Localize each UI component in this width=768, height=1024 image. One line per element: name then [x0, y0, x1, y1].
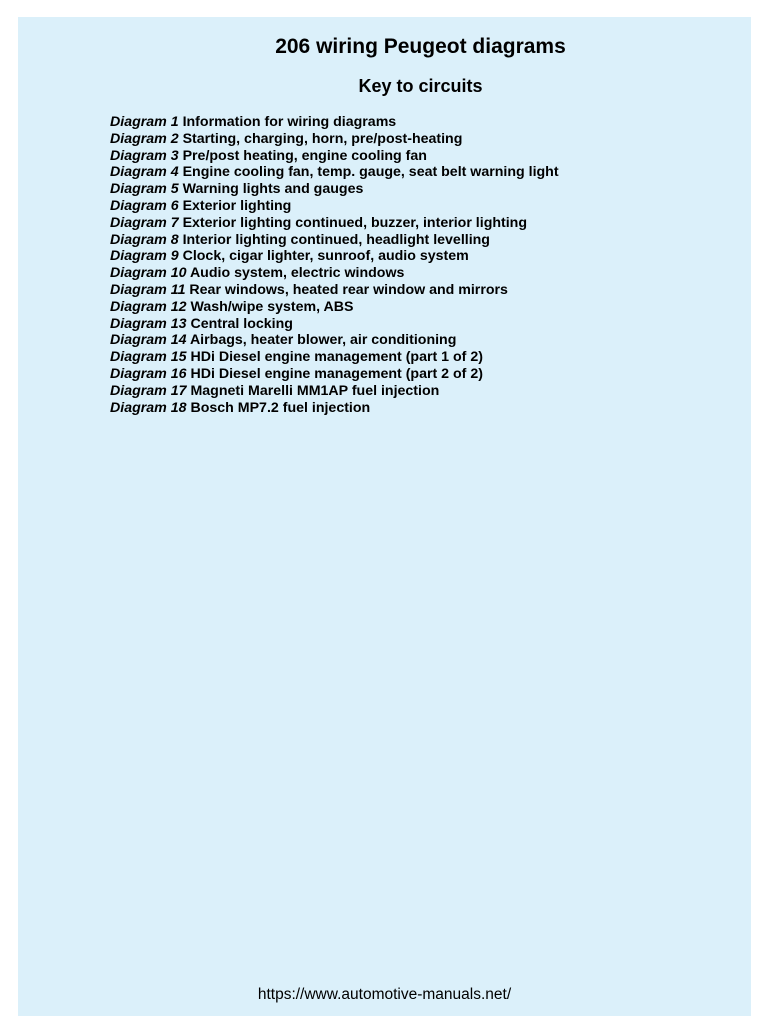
circuit-item — [110, 282, 559, 299]
circuit-description: Exterior lighting — [182, 197, 292, 214]
circuit-description: Starting, charging, horn, pre/post-heating — [182, 130, 463, 147]
circuit-item — [110, 349, 559, 366]
circuit-description: Bosch MP7.2 fuel injection — [190, 399, 371, 416]
circuit-item — [110, 248, 559, 265]
diagram-label: Diagram 12 — [110, 298, 187, 315]
circuit-item — [110, 148, 559, 165]
circuit-item — [110, 400, 559, 417]
circuit-description: Central locking — [190, 315, 293, 332]
circuit-item — [110, 265, 559, 282]
diagram-label: Diagram 18 — [110, 399, 187, 416]
document-page — [18, 17, 751, 1016]
circuit-item — [110, 232, 559, 249]
circuit-description: Pre/post heating, engine cooling fan — [182, 147, 427, 164]
diagram-label: Diagram 16 — [110, 365, 187, 382]
circuit-item — [110, 332, 559, 349]
diagram-label: Diagram 7 — [110, 214, 179, 231]
circuit-item — [110, 198, 559, 215]
circuit-description: Clock, cigar lighter, sunroof, audio system — [182, 248, 469, 265]
circuit-description: Exterior lighting continued, buzzer, interior lighting — [182, 214, 528, 231]
circuit-list — [110, 114, 559, 416]
circuit-item — [110, 299, 559, 316]
diagram-label: Diagram 11 — [110, 281, 186, 298]
circuit-description: Interior lighting continued, headlight levelling — [182, 231, 490, 248]
diagram-label: Diagram 1 — [110, 114, 179, 130]
circuit-description: Magneti Marelli MM1AP fuel injection — [190, 382, 440, 399]
page-title: 206 wiring Peugeot diagrams — [275, 35, 566, 58]
diagram-label: Diagram 8 — [110, 231, 179, 248]
diagram-label: Diagram 2 — [110, 130, 179, 147]
circuit-item — [110, 215, 559, 232]
circuit-description: Airbags, heater blower, air conditioning — [189, 332, 457, 349]
diagram-label: Diagram 15 — [110, 349, 187, 366]
diagram-label: Diagram 17 — [110, 382, 187, 399]
circuit-item — [110, 366, 559, 383]
circuit-description: Engine cooling fan, temp. gauge, seat belt warning light — [182, 164, 559, 181]
diagram-label: Diagram 3 — [110, 147, 179, 164]
circuit-description: Wash/wipe system, ABS — [190, 298, 354, 315]
diagram-label: Diagram 14 — [110, 332, 187, 349]
diagram-label: Diagram 5 — [110, 181, 179, 198]
footer-url: https://www.automotive-manuals.net/ — [257, 986, 512, 1003]
circuit-item — [110, 131, 559, 148]
circuit-description: Warning lights and gauges — [182, 181, 364, 198]
circuit-description: Audio system, electric windows — [189, 265, 405, 282]
page-subtitle: Key to circuits — [358, 76, 483, 96]
diagram-label: Diagram 10 — [110, 265, 187, 282]
circuit-item — [110, 316, 559, 333]
circuit-description: Rear windows, heated rear window and mirrors — [189, 281, 508, 298]
circuit-description: HDi Diesel engine management (part 1 of 2) — [190, 349, 483, 366]
diagram-label: Diagram 6 — [110, 197, 179, 214]
circuit-description: HDi Diesel engine management (part 2 of 2) — [190, 365, 483, 382]
circuit-item — [110, 164, 559, 181]
circuit-description: Information for wiring diagrams — [182, 114, 397, 130]
diagram-label: Diagram 9 — [110, 248, 179, 265]
circuit-item — [110, 383, 559, 400]
circuit-item — [110, 114, 559, 131]
diagram-label: Diagram 13 — [110, 315, 187, 332]
circuit-item — [110, 181, 559, 198]
diagram-label: Diagram 4 — [110, 164, 179, 181]
